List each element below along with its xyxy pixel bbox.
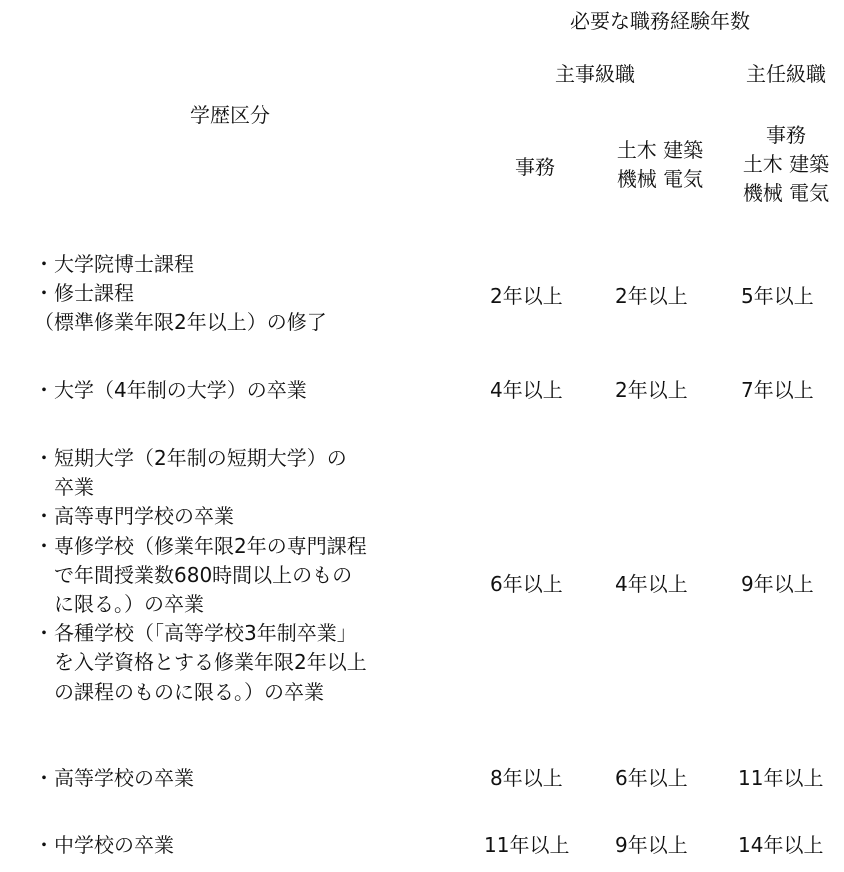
row-value-jimu: 8年以上 bbox=[490, 766, 563, 790]
row-value-jimu: 11年以上 bbox=[484, 833, 570, 857]
row-label-junior-high-school: ・中学校の卒業 bbox=[34, 833, 174, 857]
row-value-gijutsu: 4年以上 bbox=[615, 572, 688, 596]
column-header-shunin: 事務 土木 建築 機械 電気 bbox=[742, 123, 830, 205]
row-value-shunin: 5年以上 bbox=[741, 284, 814, 308]
column-header-gijutsu: 土木 建築 機械 電気 bbox=[616, 138, 704, 191]
column-header-jimu: 事務 bbox=[515, 155, 555, 179]
row-value-gijutsu: 2年以上 bbox=[615, 284, 688, 308]
row-value-gijutsu: 9年以上 bbox=[615, 833, 688, 857]
row-value-shunin: 11年以上 bbox=[738, 766, 824, 790]
row-label-junior-college: ・短期大学（2年制の短期大学）の 卒業 ・高等専門学校の卒業 ・専修学校（修業年限2年の専門課程 で年間授業数680時間以上のもの に限る。）の卒業 ・各種学校（「高等学校3年制卒業」 を入学資格とする修業年限2年以上 の課程のものに限る。）の卒業 bbox=[34, 446, 367, 704]
column-header-education: 学歴区分 bbox=[190, 103, 270, 127]
row-value-jimu: 6年以上 bbox=[490, 572, 563, 596]
row-value-shunin: 7年以上 bbox=[741, 378, 814, 402]
row-label-high-school: ・高等学校の卒業 bbox=[34, 766, 194, 790]
row-label-graduate-school: ・大学院博士課程 ・修士課程 （標準修業年限2年以上）の修了 bbox=[34, 252, 327, 335]
row-value-shunin: 9年以上 bbox=[741, 572, 814, 596]
group-header-shunin: 主任級職 bbox=[746, 62, 826, 86]
row-value-gijutsu: 2年以上 bbox=[615, 378, 688, 402]
experience-years-title: 必要な職務経験年数 bbox=[570, 9, 750, 33]
row-value-jimu: 2年以上 bbox=[490, 284, 563, 308]
row-label-university: ・大学（4年制の大学）の卒業 bbox=[34, 378, 307, 402]
row-value-jimu: 4年以上 bbox=[490, 378, 563, 402]
row-value-shunin: 14年以上 bbox=[738, 833, 824, 857]
row-value-gijutsu: 6年以上 bbox=[615, 766, 688, 790]
group-header-shuji: 主事級職 bbox=[555, 62, 635, 86]
